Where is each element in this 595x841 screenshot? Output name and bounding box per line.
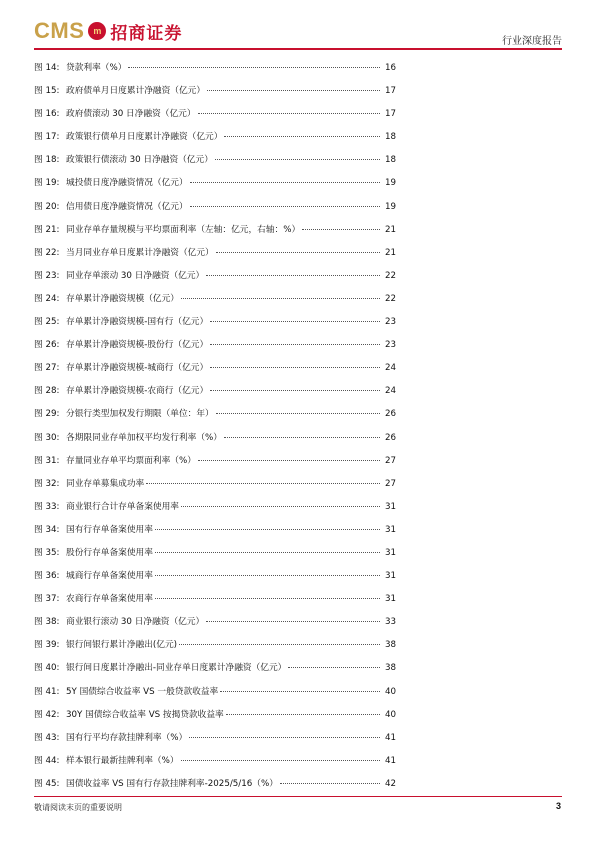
toc-leader-dots [224,437,380,438]
toc-leader-dots [226,714,380,715]
toc-entry[interactable] [34,224,396,247]
toc-leader-dots [128,67,380,68]
toc-page-number: 41 [384,755,396,766]
toc-figure-number: 图 42: [34,709,60,720]
toc-entry[interactable] [34,62,396,85]
toc-leader-dots [179,644,380,645]
toc-leader-dots [155,552,380,553]
toc-figure-number: 图 34: [34,524,60,535]
toc-entry[interactable] [34,709,396,732]
toc-entry[interactable] [34,316,396,339]
toc-entry[interactable] [34,616,396,639]
toc-figure-number: 图 18: [34,155,60,166]
report-type-label: 行业深度报告 [502,36,562,47]
toc-leader-dots [155,529,380,530]
toc-figure-number: 图 35: [34,547,60,558]
header-divider [34,48,562,50]
logo-chinese-text: 招商证券 [110,23,183,44]
toc-figure-number: 图 38: [34,617,60,628]
toc-entry[interactable] [34,432,396,455]
toc-figure-title: 存单累计净融资规模（亿元） [66,293,179,304]
toc-figure-number: 图 25: [34,317,60,328]
toc-entry[interactable] [34,85,396,108]
toc-page-number: 26 [384,409,396,420]
footer-divider [34,796,562,797]
toc-figure-number: 图 17: [34,132,60,143]
toc-entry[interactable] [34,501,396,524]
toc-entry[interactable] [34,293,396,316]
toc-page-number: 31 [384,547,396,558]
toc-figure-title: 同业存单募集成功率 [66,478,145,489]
toc-page-number: 41 [384,732,396,743]
toc-leader-dots [181,506,380,507]
toc-figure-title: 存单累计净融资规模-农商行（亿元） [66,386,209,397]
toc-figure-number: 图 22: [34,247,60,258]
toc-page-number: 23 [384,317,396,328]
toc-page-number: 22 [384,270,396,281]
toc-figure-title: 信用债日度净融资情况（亿元） [66,201,188,212]
toc-page-number: 31 [384,501,396,512]
toc-figure-number: 图 43: [34,732,60,743]
toc-figure-title: 国有行存单备案使用率 [66,524,153,535]
toc-page-number: 24 [384,386,396,397]
toc-figure-title: 政策银行债单月日度累计净融资（亿元） [66,132,223,143]
toc-figure-title: 国有行平均存款挂牌利率（%） [66,732,188,743]
toc-page-number: 22 [384,293,396,304]
toc-leader-dots [280,783,380,784]
toc-figure-title: 存量同业存单平均票面利率（%） [66,455,196,466]
toc-entry[interactable] [34,201,396,224]
toc-entry[interactable] [34,686,396,709]
toc-entry[interactable] [34,524,396,547]
toc-page-number: 40 [384,709,396,720]
toc-page-number: 23 [384,340,396,351]
toc-figure-title: 当月同业存单日度累计净融资（亿元） [66,247,214,258]
figure-list [34,62,396,801]
toc-figure-number: 图 27: [34,363,60,374]
toc-page-number: 21 [384,247,396,258]
toc-page-number: 17 [384,86,396,97]
toc-figure-number: 图 44: [34,755,60,766]
toc-figure-title: 银行间银行累计净融出(亿元) [66,640,178,651]
toc-leader-dots [210,367,380,368]
toc-leader-dots [302,229,380,230]
toc-leader-dots [210,321,380,322]
toc-figure-number: 图 40: [34,663,60,674]
toc-page-number: 31 [384,594,396,605]
toc-figure-number: 图 26: [34,340,60,351]
toc-figure-title: 5Y 国债综合收益率 VS 一般贷款收益率 [66,686,219,697]
toc-figure-title: 股份行存单备案使用率 [66,547,153,558]
toc-leader-dots [220,691,380,692]
toc-page-number: 19 [384,201,396,212]
toc-figure-title: 存单累计净融资规模-国有行（亿元） [66,317,209,328]
toc-entry[interactable] [34,385,396,408]
toc-leader-dots [155,575,380,576]
toc-page-number: 26 [384,432,396,443]
toc-figure-number: 图 33: [34,501,60,512]
toc-entry[interactable] [34,639,396,662]
toc-figure-title: 存单累计净融资规模-城商行（亿元） [66,363,209,374]
toc-figure-title: 国债收益率 VS 国有行存款挂牌利率-2025/5/16（%） [66,778,278,789]
toc-figure-number: 图 32: [34,478,60,489]
toc-page-number: 40 [384,686,396,697]
page-number: 3 [555,801,561,811]
toc-figure-number: 图 29: [34,409,60,420]
toc-entry[interactable] [34,593,396,616]
toc-page-number: 17 [384,109,396,120]
toc-figure-number: 图 21: [34,224,60,235]
toc-leader-dots [155,598,380,599]
toc-figure-number: 图 28: [34,386,60,397]
toc-leader-dots [190,206,380,207]
toc-entry[interactable] [34,755,396,778]
toc-figure-number: 图 31: [34,455,60,466]
toc-leader-dots [207,90,380,91]
toc-entry[interactable] [34,478,396,501]
toc-leader-dots [206,275,380,276]
toc-leader-dots [189,737,380,738]
toc-entry[interactable] [34,778,396,801]
toc-figure-number: 图 14: [34,63,60,73]
toc-leader-dots [181,298,380,299]
toc-figure-title: 各期限同业存单加权平均发行利率（%） [66,432,222,443]
toc-page-number: 42 [384,778,396,789]
toc-leader-dots [146,483,380,484]
toc-figure-title: 商业银行滚动 30 日净融资（亿元） [66,617,205,628]
toc-entry[interactable] [34,362,396,385]
toc-leader-dots [198,113,380,114]
toc-page-number: 24 [384,363,396,374]
toc-entry[interactable] [34,339,396,362]
toc-leader-dots [216,413,380,414]
toc-figure-title: 政府债单月日度累计净融资（亿元） [66,86,205,97]
toc-leader-dots [181,760,380,761]
toc-leader-dots [206,621,380,622]
toc-page-number: 16 [384,63,396,73]
toc-entry[interactable] [34,732,396,755]
toc-leader-dots [210,344,380,345]
toc-entry[interactable] [34,547,396,570]
toc-page-number: 18 [384,132,396,143]
toc-figure-number: 图 20: [34,201,60,212]
toc-figure-title: 同业存单滚动 30 日净融资（亿元） [66,270,205,281]
logo-badge-icon: m [88,22,106,40]
logo-latin-text: CMS [34,18,85,43]
toc-leader-dots [198,460,380,461]
toc-page-number: 19 [384,178,396,189]
toc-figure-title: 30Y 国债综合收益率 VS 按揭贷款收益率 [66,709,224,720]
toc-figure-number: 图 45: [34,778,60,789]
toc-figure-number: 图 19: [34,178,60,189]
toc-figure-title: 商业银行合计存单备案使用率 [66,501,179,512]
toc-entry[interactable] [34,455,396,478]
page-header [34,14,562,46]
toc-entry[interactable] [34,154,396,177]
toc-entry[interactable] [34,570,396,593]
toc-page-number: 33 [384,617,396,628]
toc-figure-number: 图 15: [34,86,60,97]
toc-figure-number: 图 24: [34,293,60,304]
toc-leader-dots [288,667,380,668]
toc-page-number: 31 [384,524,396,535]
toc-page-number: 38 [384,663,396,674]
toc-figure-number: 图 16: [34,109,60,120]
toc-page-number: 27 [384,478,396,489]
toc-leader-dots [224,136,380,137]
toc-page-number: 31 [384,571,396,582]
toc-figure-number: 图 37: [34,594,60,605]
toc-figure-title: 政府债滚动 30 日净融资（亿元） [66,109,196,120]
toc-figure-title: 城商行存单备案使用率 [66,571,153,582]
toc-page-number: 18 [384,155,396,166]
toc-figure-title: 贷款利率（%） [66,63,127,73]
toc-figure-number: 图 41: [34,686,60,697]
toc-figure-title: 银行间日度累计净融出-同业存单日度累计净融资（亿元） [66,663,287,674]
toc-figure-title: 农商行存单备案使用率 [66,594,153,605]
toc-entry[interactable] [34,108,396,131]
toc-page-number: 38 [384,640,396,651]
toc-figure-title: 分银行类型加权发行期限（单位：年） [66,409,214,420]
toc-figure-title: 存单累计净融资规模-股份行（亿元） [66,340,209,351]
toc-figure-number: 图 30: [34,432,60,443]
toc-entry[interactable] [34,270,396,293]
toc-entry[interactable] [34,662,396,685]
toc-figure-title: 同业存单存量规模与平均票面利率（左轴：亿元，右轴：%） [66,224,301,235]
toc-figure-number: 图 36: [34,571,60,582]
cms-logo [34,18,182,44]
toc-figure-number: 图 39: [34,640,60,651]
toc-entry[interactable] [34,247,396,270]
toc-page-number: 27 [384,455,396,466]
toc-entry[interactable] [34,177,396,200]
toc-leader-dots [190,182,380,183]
disclaimer-note: 敬请阅读末页的重要说明 [34,803,122,812]
toc-entry[interactable] [34,131,396,154]
toc-figure-title: 政策银行债滚动 30 日净融资（亿元） [66,155,213,166]
toc-figure-title: 样本银行最新挂牌利率（%） [66,755,179,766]
toc-leader-dots [210,390,380,391]
toc-leader-dots [216,252,380,253]
toc-page-number: 21 [384,224,396,235]
toc-figure-title: 城投债日度净融资情况（亿元） [66,178,188,189]
toc-figure-number: 图 23: [34,270,60,281]
toc-leader-dots [215,159,380,160]
toc-entry[interactable] [34,408,396,431]
